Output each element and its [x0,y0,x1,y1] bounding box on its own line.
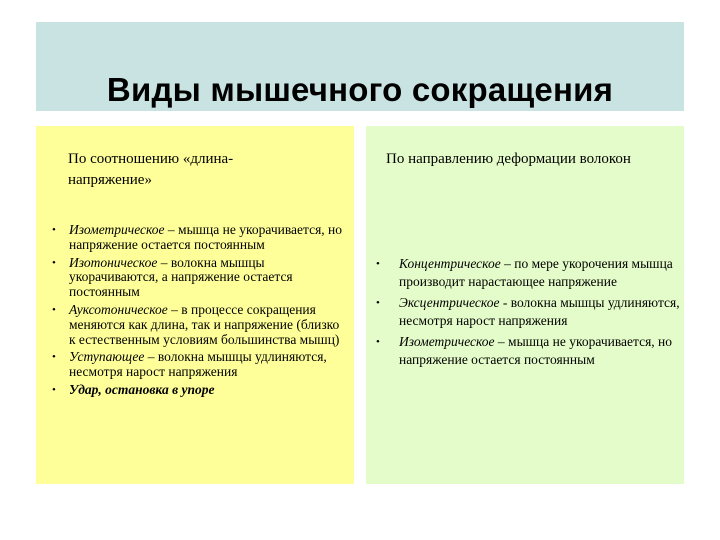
title-box [36,22,684,111]
bullet-icon: • [376,336,380,348]
item-text: – волокна мышцы удлиняются, несмотря нарост напряжения [69,349,327,380]
bullet-icon: • [376,297,380,309]
item-term: Эксцентрическое [399,295,500,310]
list-item [52,383,347,398]
item-text: – мышца не укорачивается, но напряжение остается постоянным [69,222,342,252]
list-item [52,223,347,253]
list-item [376,333,681,369]
bullet-icon: • [376,258,380,270]
list-item [52,350,347,380]
left-panel-list [52,223,347,401]
bullet-icon: • [52,256,56,269]
left-panel [36,126,354,484]
item-text: - волокна мышцы удлиняются, несмотря нарост напряжения [399,295,680,328]
item-term: Ауксотоническое [69,301,168,317]
item-term: Уступающее [69,349,145,365]
slide-title: Виды мышечного сокращения [106,71,614,108]
list-item [52,303,347,347]
right-panel-heading: По направлению деформации волокон [386,151,631,167]
bullet-icon: • [52,351,56,364]
item-text: – в процессе сокращения меняются как длина, так и напряжение (близко к естественным условиям большинства мышц) [69,301,340,347]
item-term: Концентрическое [399,256,501,271]
list-item [52,256,347,300]
item-term: Удар, остановка в упоре [69,381,215,397]
item-text: – по мере укорочения мышца производит нарастающее напряжение [399,256,673,289]
right-panel-list [376,255,681,372]
item-term: Изотоническое [69,254,158,270]
left-panel-heading: По соотношению «длина-напряжение» [68,151,234,188]
item-text: – волокна мышцы укорачиваются, а напряжение остается постоянным [69,254,293,300]
right-panel [366,126,684,484]
item-term: Изометрическое [69,222,165,237]
list-item [376,294,681,330]
item-text: – мышца не укорачивается, но напряжение остается постоянным [399,334,672,367]
list-item [376,255,681,291]
bullet-icon: • [52,224,56,236]
item-term: Изометрическое [399,334,495,349]
bullet-icon: • [52,303,56,316]
bullet-icon: • [52,383,56,396]
